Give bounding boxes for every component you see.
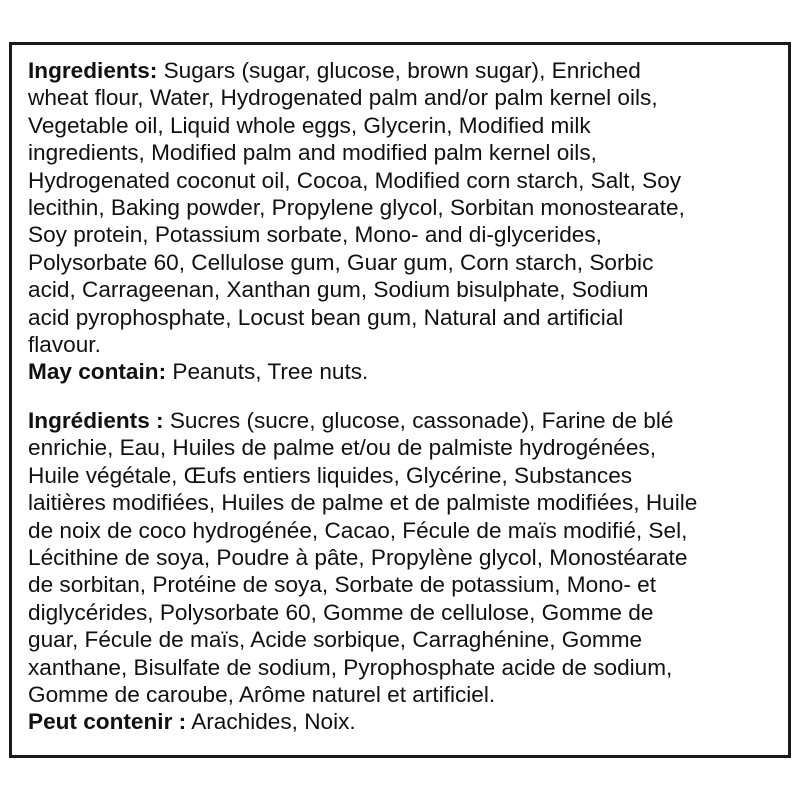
ingredients-text: Sucres (sucre, glucose, cassonade), Farine de blé — [163, 408, 674, 433]
ingredients-line: lecithin, Baking powder, Propylene glycol, Sorbitan monostearate, — [28, 195, 685, 221]
french-ingredients — [28, 407, 697, 736]
ingredients-line: Vegetable oil, Liquid whole eggs, Glycerin, Modified milk — [28, 112, 591, 138]
ingredients-text: Sugars (sugar, glucose, brown sugar), Enriched — [157, 58, 641, 83]
ingredients-heading: Ingredients: — [28, 58, 158, 83]
ingredients-heading: Ingrédients : — [28, 408, 164, 433]
ingredients-line: Soy protein, Potassium sorbate, Mono- and di-glycerides, — [28, 222, 602, 248]
ingredients-line — [28, 407, 697, 434]
ingredients-line: Hydrogenated coconut oil, Cocoa, Modified corn starch, Salt, Soy — [28, 167, 682, 193]
may-contain-value: Arachides, Noix. — [186, 709, 356, 735]
may-contain-line — [28, 708, 697, 735]
english-ingredients — [28, 57, 685, 386]
ingredients-line: enrichie, Eau, Huiles de palme et/ou de palmiste hydrogénées, — [28, 435, 656, 461]
ingredients-line: Gomme de caroube, Arôme naturel et artificiel. — [28, 682, 496, 708]
ingredients-line: de noix de coco hydrogénée, Cacao, Fécule de maïs modifié, Sel, — [28, 517, 688, 543]
ingredients-line: acid pyrophosphate, Locust bean gum, Natural and artificial — [28, 304, 624, 330]
ingredients-line: diglycérides, Polysorbate 60, Gomme de cellulose, Gomme de — [28, 599, 654, 625]
may-contain-line — [28, 358, 685, 385]
ingredients-line: guar, Fécule de maïs, Acide sorbique, Carraghénine, Gomme — [28, 627, 643, 653]
ingredients-line: flavour. — [28, 332, 101, 358]
ingredients-line: acid, Carrageenan, Xanthan gum, Sodium bisulphate, Sodium — [28, 277, 649, 303]
ingredients-line: Polysorbate 60, Cellulose gum, Guar gum, Corn starch, Sorbic — [28, 249, 654, 275]
ingredients-panel — [9, 42, 791, 758]
may-contain-label: Peut contenir : — [28, 709, 187, 735]
ingredients-line: Lécithine de soya, Poudre à pâte, Propylène glycol, Monostéarate — [28, 545, 688, 571]
may-contain-value: Peanuts, Tree nuts. — [166, 359, 369, 385]
ingredients-line: Huile végétale, Œufs entiers liquides, Glycérine, Substances — [28, 462, 633, 488]
ingredients-line: de sorbitan, Protéine de soya, Sorbate de potassium, Mono- et — [28, 572, 656, 598]
ingredients-line — [28, 57, 685, 84]
ingredients-line: laitières modifiées, Huiles de palme et de palmiste modifiées, Huile — [28, 490, 698, 516]
ingredients-line: wheat flour, Water, Hydrogenated palm and/or palm kernel oils, — [28, 85, 658, 111]
ingredients-line: xanthane, Bisulfate de sodium, Pyrophosphate acide de sodium, — [28, 654, 673, 680]
may-contain-label: May contain: — [28, 359, 167, 385]
ingredients-line: ingredients, Modified palm and modified palm kernel oils, — [28, 140, 597, 166]
